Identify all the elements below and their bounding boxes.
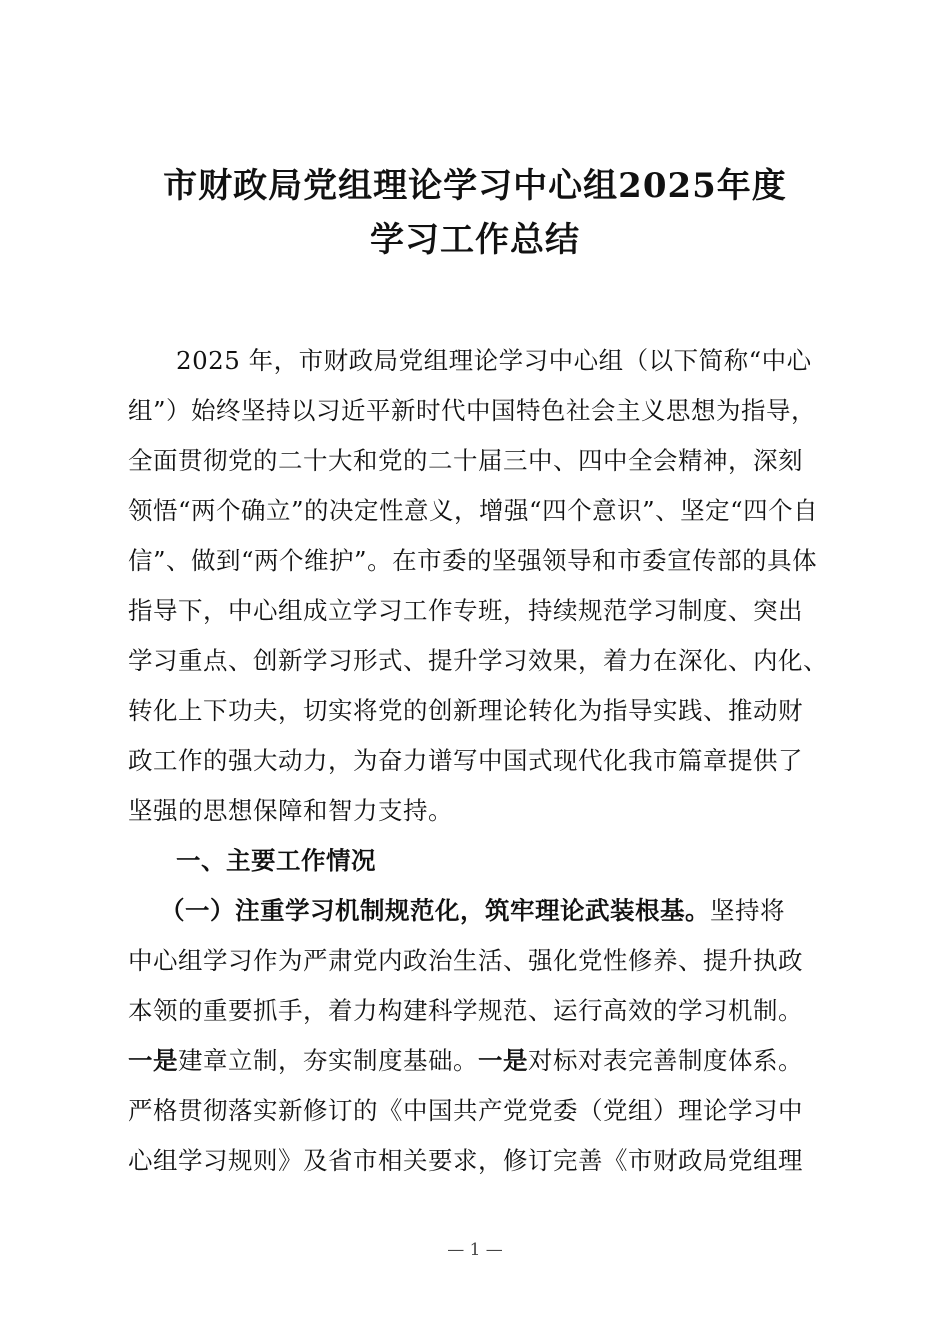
intro-paragraph-line: 2025 年，市财政局党组理论学习中心组（以下简称“中心 [176, 346, 812, 375]
intro-paragraph-line: 组”）始终坚持以习近平新时代中国特色社会主义思想为指导， [128, 396, 817, 425]
point-line [128, 1036, 848, 1086]
subsection-first-line [160, 886, 848, 936]
subsection-paragraph-line: 中心组学习作为严肃党内政治生活、强化党性修养、提升执政 [128, 946, 803, 975]
page-number: — 1 — [447, 1240, 503, 1260]
subsection-text: 坚持将 [710, 896, 785, 925]
intro-paragraph-line: 全面贯彻党的二十大和党的二十届三中、四中全会精神，深刻 [128, 446, 803, 475]
intro-paragraph-line: 指导下，中心组成立学习工作专班，持续规范学习制度、突出 [128, 596, 803, 625]
document-title-line-1: 市财政局党组理论学习中心组2025年度 [163, 166, 787, 206]
section-heading: 一、主要工作情况 [176, 846, 376, 875]
subsection-paragraph-line: 本领的重要抓手，着力构建科学规范、运行高效的学习机制。 [128, 996, 803, 1025]
point-sub-text: 对标对表完善制度体系。 [528, 1046, 803, 1075]
point-sub-label: 一是 [478, 1046, 528, 1075]
intro-paragraph-line: 学习重点、创新学习形式、提升学习效果，着力在深化、内化、 [128, 646, 828, 675]
intro-paragraph-line: 领悟“两个确立”的决定性意义，增强“四个意识”、坚定“四个自 [128, 496, 819, 525]
intro-paragraph-line: 转化上下功夫，切实将党的创新理论转化为指导实践、推动财 [128, 696, 803, 725]
point-text: 建章立制，夯实制度基础。 [178, 1046, 478, 1075]
body-paragraph-line: 严格贯彻落实新修订的《中国共产党党委（党组）理论学习中 [128, 1096, 803, 1125]
intro-paragraph-line: 信”、做到“两个维护”。在市委的坚强领导和市委宣传部的具体 [128, 546, 818, 575]
document-title-line-2: 学习工作总结 [370, 220, 580, 260]
intro-paragraph-line: 坚强的思想保障和智力支持。 [128, 796, 453, 825]
intro-paragraph-line: 政工作的强大动力，为奋力谱写中国式现代化我市篇章提供了 [128, 746, 803, 775]
point-label: 一是 [128, 1046, 178, 1075]
body-paragraph-line: 心组学习规则》及省市相关要求，修订完善《市财政局党组理 [128, 1146, 803, 1175]
subsection-heading: （一）注重学习机制规范化，筑牢理论武装根基。 [160, 896, 710, 925]
